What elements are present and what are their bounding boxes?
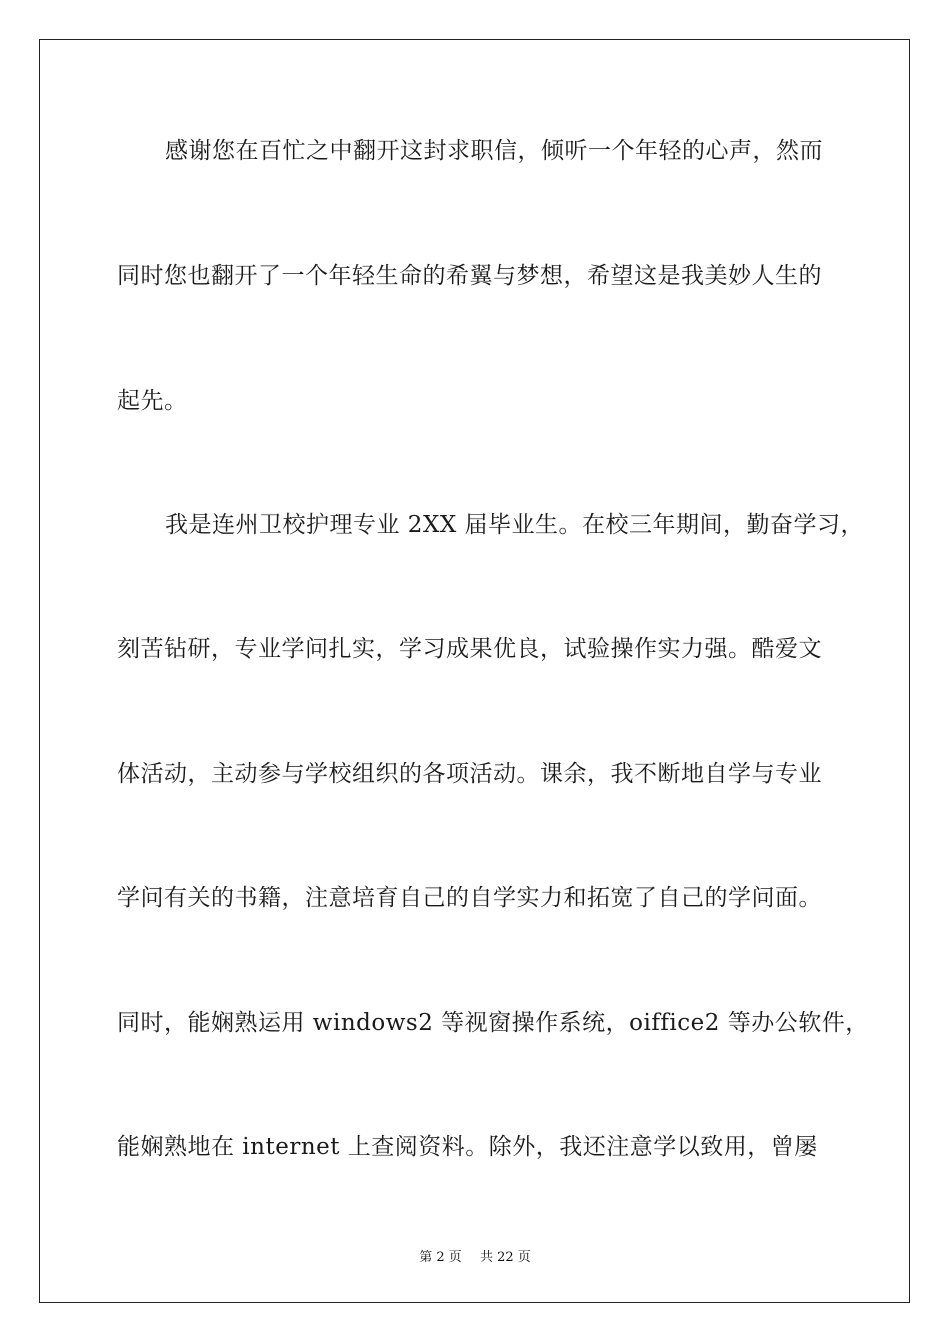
- paragraph-2-line-2: 刻苦钻研，专业学问扎实，学习成果优良，试验操作实力强。酷爱文: [117, 636, 822, 662]
- paragraph-1-line-2: 同时您也翻开了一个年轻生命的希翼与梦想，希望这是我美妙人生的: [117, 263, 822, 289]
- page-total: 共 22 页: [479, 1250, 531, 1265]
- paragraph-2-line-1: 我是连州卫校护理专业 2XX 届毕业生。在校三年期间，勤奋学习，: [165, 512, 865, 538]
- paragraph-2-line-6: 能娴熟地在 internet 上查阅资料。除外，我还注意学以致用，曾屡: [117, 1134, 818, 1160]
- page-number: 第 2 页: [419, 1250, 462, 1265]
- page-footer: [0, 1246, 950, 1265]
- paragraph-2-line-5: 同时，能娴熟运用 windows2 等视窗操作系统，oiffice2 等办公软件，: [117, 1010, 869, 1036]
- paragraph-2-line-3: 体活动，主动参与学校组织的各项活动。课余，我不断地自学与专业: [117, 761, 822, 787]
- paragraph-2-line-4: 学问有关的书籍，注意培育自己的自学实力和拓宽了自己的学问面。: [117, 885, 822, 911]
- paragraph-1-line-3: 起先。: [117, 388, 188, 414]
- page-frame: [39, 39, 910, 1303]
- paragraph-1-line-1: 感谢您在百忙之中翻开这封求职信，倾听一个年轻的心声，然而: [165, 138, 823, 164]
